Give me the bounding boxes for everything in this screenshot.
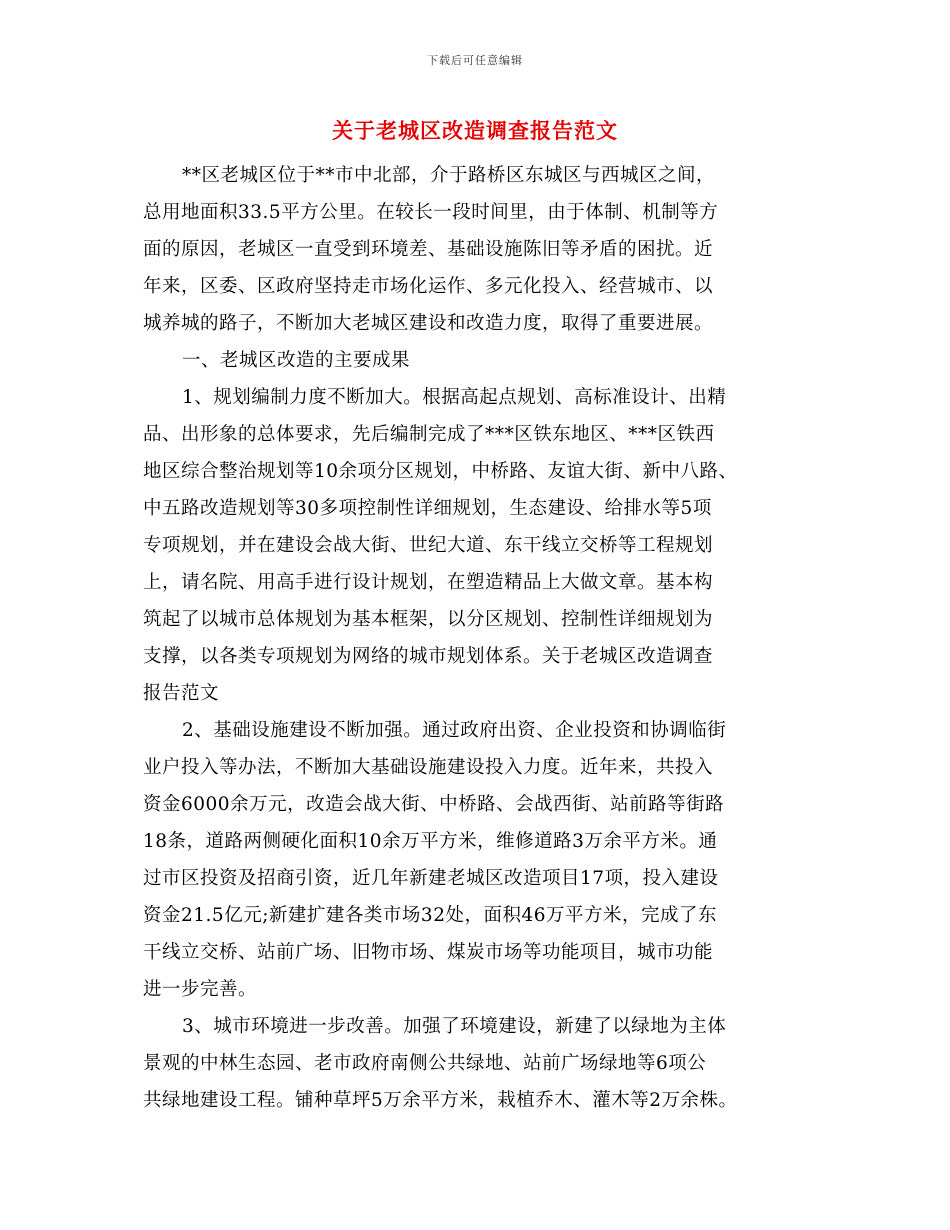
body-line: 业户投入等办法，不断加大基础设施建设投入力度。近年来，共投入 (143, 757, 714, 778)
body-line: 支撑，以各类专项规划为网络的城市规划体系。关于老城区改造调查 (143, 646, 714, 667)
body-line: 过市区投资及招商引资，近几年新建老城区改造项目17项，投入建设 (143, 868, 719, 889)
body-line: 资金21.5亿元;新建扩建各类市场32处，面积46万平方米，完成了东 (143, 905, 718, 926)
body-line: 面的原因，老城区一直受到环境差、基础设施陈旧等矛盾的困扰。近 (143, 239, 714, 260)
body-line: 上，请名院、用高手进行设计规划，在塑造精品上大做文章。基本构 (143, 572, 714, 593)
body-line: 2、基础设施建设不断加强。通过政府出资、企业投资和协调临街 (182, 720, 727, 741)
body-line: 3、城市环境进一步改善。加强了环境建设，新建了以绿地为主体 (182, 1016, 727, 1037)
body-line: 报告范文 (143, 683, 220, 704)
body-line: 年来，区委、区政府坚持走市场化运作、多元化投入、经营城市、以 (143, 276, 714, 297)
body-line: 筑起了以城市总体规划为基本框架，以分区规划、控制性详细规划为 (143, 609, 714, 630)
section-heading: 一、老城区改造的主要成果 (182, 350, 411, 371)
body-line: 景观的中林生态园、老市政府南侧公共绿地、站前广场绿地等6项公 (143, 1053, 707, 1074)
body-line: 城养城的路子，不断加大老城区建设和改造力度，取得了重要进展。 (143, 313, 714, 334)
body-line: 进一步完善。 (143, 979, 258, 1000)
body-line: 中五路改造规划等30多项控制性详细规划，生态建设、给排水等5项 (143, 498, 712, 519)
body-line: 1、规划编制力度不断加大。根据高起点规划、高标准设计、出精 (182, 387, 727, 408)
header-note: 下载后可任意编辑 (427, 54, 523, 67)
body-line: 专项规划，并在建设会战大街、世纪大道、东干线立交桥等工程规划 (143, 535, 714, 556)
body-line: 干线立交桥、站前广场、旧物市场、煤炭市场等功能项目，城市功能 (143, 942, 714, 963)
body-line: 资金6000余万元，改造会战大街、中桥路、会战西街、站前路等街路 (143, 794, 725, 815)
body-line: 总用地面积33.5平方公里。在较长一段时间里，由于体制、机制等方 (143, 202, 719, 223)
body-line: 共绿地建设工程。铺种草坪5万余平方米，栽植乔木、灌木等2万余株。 (143, 1090, 738, 1111)
body-line: **区老城区位于**市中北部，介于路桥区东城区与西城区之间， (182, 165, 716, 186)
body-line: 18条，道路两侧硬化面积10余万平方米，维修道路3万余平方米。通 (143, 831, 718, 852)
body-line: 地区综合整治规划等10余项分区规划，中桥路、友谊大街、新中八路、 (143, 461, 738, 482)
body-line: 品、出形象的总体要求，先后编制完成了***区铁东地区、***区铁西 (143, 424, 715, 445)
document-title: 关于老城区改造调查报告范文 (332, 118, 618, 143)
